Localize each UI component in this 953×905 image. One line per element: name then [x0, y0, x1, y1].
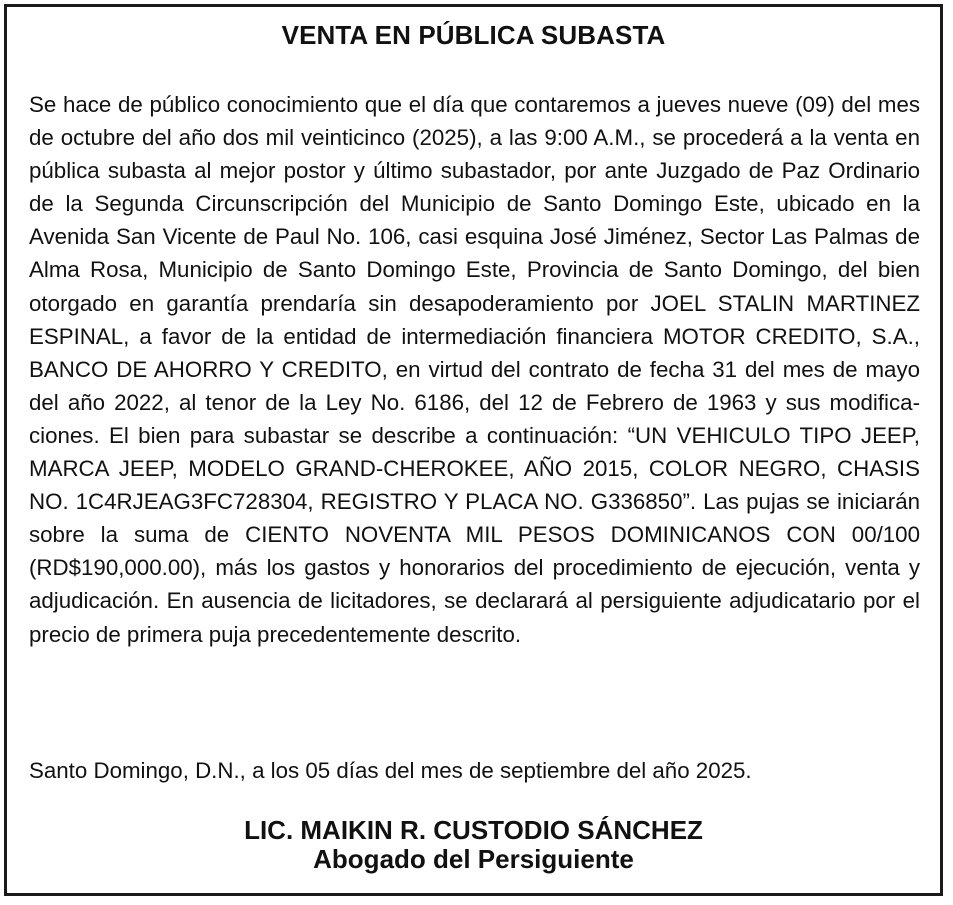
signature-block: [7, 815, 940, 873]
signatory-role: Abogado del Persiguiente: [313, 844, 634, 874]
notice-body: Se hace de público conocimiento que el día que contaremos a jueves nueve (09) del mes de octubre del año dos mil veinticinco (2025), a las 9:00 A.M., se procederá a la venta en pública subasta al mejor postor y último subastador, por ante Juzgado de Paz Ordinario de la Segunda Circunscripción del Municipio de Santo Domingo Este, ubicado en la Avenida San Vicente de Paul No. 106, casi esquina José Jiménez, Sector Las Palmas de Alma Rosa, Municipio de Santo Domingo Este, Provincia de Santo Domingo, del bien otorgado en garantía prendaría sin desapoderamiento por JOEL STALIN MARTINEZ ESPINAL, a favor de la entidad de intermediación financiera MOTOR CREDITO, S.A., BANCO DE AHORRO Y CREDITO, en virtud del contrato de fecha 31 del mes de mayo del año 2022, al tenor de la Ley No. 6186, del 12 de Febrero de 1963 y sus modificaciones. El bien para subastar se describe a continuación: “UN VEHICULO TIPO JEEP, MARCA JEEP, MODELO GRAND-CHEROKEE, AÑO 2015, COLOR NEGRO, CHASIS NO. 1C4RJEAG3FC728304, REGISTRO Y PLACA NO. G336850”. Las pujas se iniciarán sobre la suma de CIENTO NOVENTA MIL PESOS DOMINICANOS CON 00/100 (RD$190,000.00), más los gastos y honorarios del procedimiento de ejecución, venta y adjudicación. En ausencia de licitadores, se declarará al persiguiente adjudicatario por el precio de primera puja precedentemente descrito.: [29, 92, 920, 647]
notice-date-line: Santo Domingo, D.N., a los 05 días del mes de septiembre del año 2025.: [29, 758, 752, 783]
notice-title: VENTA EN PÚBLICA SUBASTA: [281, 20, 666, 50]
signatory-name: LIC. MAIKIN R. CUSTODIO SÁNCHEZ: [244, 815, 703, 845]
public-auction-notice: [4, 4, 943, 896]
